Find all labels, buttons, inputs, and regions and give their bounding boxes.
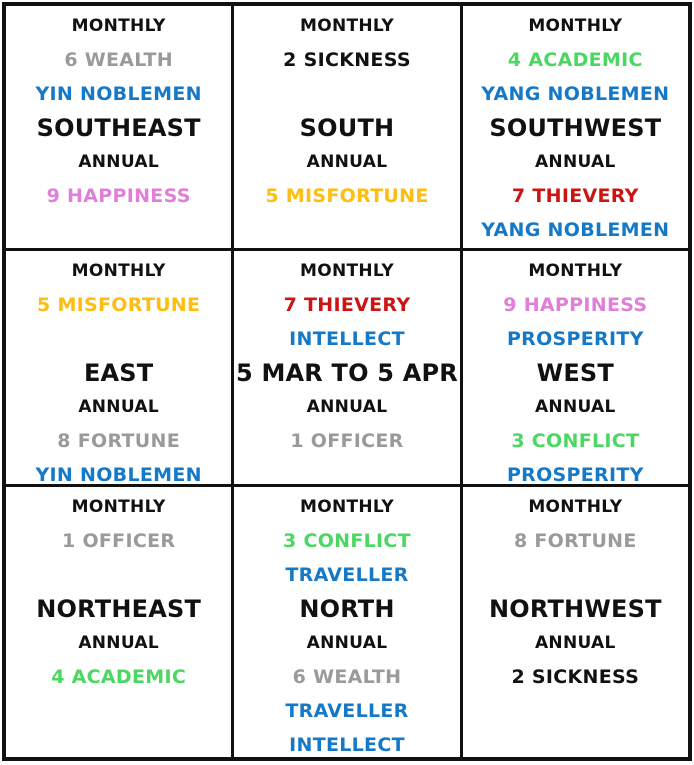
star-line: 6 WEALTH	[292, 666, 402, 688]
direction-label: SOUTHEAST	[36, 114, 201, 142]
annual-section-label: ANNUAL	[534, 152, 616, 172]
star-line: 6 WEALTH	[64, 49, 174, 71]
star-line: INTELLECT	[289, 734, 405, 756]
annual-section-label: ANNUAL	[534, 397, 616, 417]
monthly-section-label: MONTHLY	[528, 497, 623, 517]
star-line: 3 CONFLICT	[283, 530, 411, 552]
cell-north	[234, 487, 459, 757]
annual-section-label: ANNUAL	[306, 633, 388, 653]
direction-label: WEST	[536, 359, 614, 387]
cell-southeast	[6, 6, 231, 248]
star-line: 5 MISFORTUNE	[265, 185, 429, 207]
direction-label: NORTH	[299, 595, 395, 623]
star-line: YANG NOBLEMEN	[481, 219, 670, 241]
star-line: PROSPERITY	[506, 464, 644, 484]
cell-east	[6, 251, 231, 484]
cell-south	[234, 6, 459, 248]
star-line: YIN NOBLEMEN	[35, 83, 202, 105]
monthly-section-label: MONTHLY	[71, 261, 166, 281]
direction-label: NORTHEAST	[36, 595, 202, 623]
monthly-section-label: MONTHLY	[528, 16, 623, 36]
annual-section-label: ANNUAL	[534, 633, 616, 653]
star-line: 9 HAPPINESS	[503, 294, 648, 316]
star-line: YIN NOBLEMEN	[35, 464, 202, 484]
annual-section-label: ANNUAL	[78, 633, 159, 653]
star-line: 3 CONFLICT	[511, 430, 640, 452]
monthly-section-label: MONTHLY	[299, 16, 394, 36]
star-line: PROSPERITY	[506, 328, 644, 350]
period-label: 5 MAR TO 5 APR	[236, 359, 458, 387]
star-line: YANG NOBLEMEN	[481, 83, 670, 105]
annual-section-label: ANNUAL	[78, 152, 159, 172]
monthly-section-label: MONTHLY	[528, 261, 623, 281]
direction-label: NORTHWEST	[488, 595, 662, 623]
star-line: INTELLECT	[289, 328, 405, 350]
star-line: 8 FORTUNE	[513, 530, 637, 552]
direction-label: SOUTHWEST	[489, 114, 662, 142]
cell-northeast	[6, 487, 231, 757]
monthly-section-label: MONTHLY	[71, 497, 166, 517]
annual-section-label: ANNUAL	[306, 397, 388, 417]
cell-northwest	[463, 487, 688, 757]
annual-section-label: ANNUAL	[306, 152, 388, 172]
star-line: 9 HAPPINESS	[46, 185, 191, 207]
flying-star-grid	[2, 2, 692, 761]
monthly-section-label: MONTHLY	[299, 261, 394, 281]
direction-label: EAST	[83, 359, 154, 387]
star-line: 1 OFFICER	[62, 530, 176, 552]
cell-center-period	[234, 251, 459, 484]
direction-label: SOUTH	[299, 114, 395, 142]
star-line: 5 MISFORTUNE	[37, 294, 201, 316]
star-line: 8 FORTUNE	[57, 430, 181, 452]
star-line: 2 SICKNESS	[511, 666, 640, 688]
star-line: TRAVELLER	[285, 700, 409, 722]
annual-section-label: ANNUAL	[78, 397, 159, 417]
star-line: 7 THIEVERY	[511, 185, 639, 207]
star-line: 2 SICKNESS	[283, 49, 411, 71]
star-line: 1 OFFICER	[290, 430, 404, 452]
star-line: 7 THIEVERY	[283, 294, 411, 316]
cell-southwest	[463, 6, 688, 248]
cell-west	[463, 251, 688, 484]
monthly-section-label: MONTHLY	[71, 16, 166, 36]
star-line: TRAVELLER	[285, 564, 409, 586]
star-line: 4 ACADEMIC	[507, 49, 643, 71]
monthly-section-label: MONTHLY	[299, 497, 394, 517]
star-line: 4 ACADEMIC	[51, 666, 187, 688]
